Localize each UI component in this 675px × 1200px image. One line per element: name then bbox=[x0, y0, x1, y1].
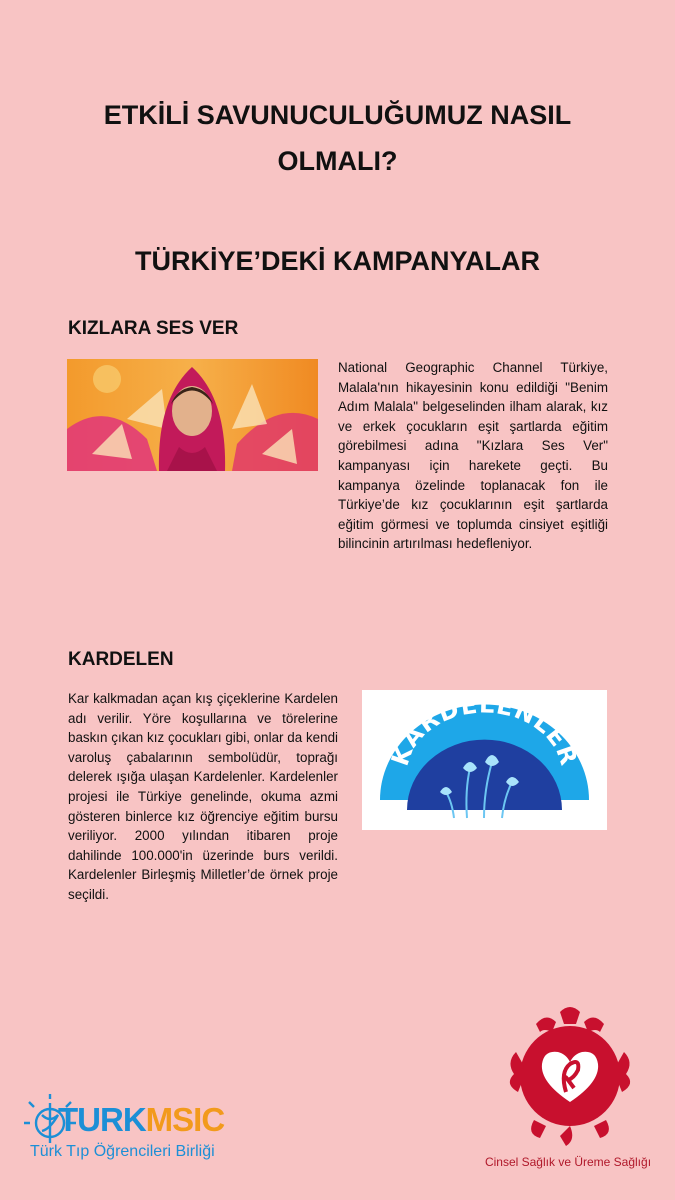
kardelenler-logo-label: KARDELENLER bbox=[385, 690, 584, 770]
scora-logo-icon bbox=[496, 1002, 644, 1150]
section-heading-kardelen: KARDELEN bbox=[68, 649, 174, 670]
page-title bbox=[0, 92, 675, 184]
page-title-line2: OLMALI? bbox=[277, 146, 398, 176]
turkmsic-logo bbox=[22, 1093, 262, 1173]
scora-caption: Cinsel Sağlık ve Üreme Sağlığı bbox=[484, 1155, 652, 1169]
section-text-kizlara-ses-ver: National Geographic Channel Türkiye, Malala'nın hikayesinin konu edildiği "Benim Adım Malala" belgeselinden ilham alarak, kız ve erkek çocukların eşit şartlarda eğitim görebilmesi adına "Kızlara Ses Ver" kampanyası için harekete geçti. Bu kampanya özelinde toplanacak fon ile Türkiye’de kız çocuklarının eşit şartlarda eğitim görmesi ve toplumda cinsiyet eşitliği bilincinin artırılması hedefleniyor. bbox=[338, 360, 608, 552]
section-heading-kizlara-ses-ver: KIZLARA SES VER bbox=[68, 318, 239, 339]
turkmsic-wordmark-msic: MSIC bbox=[145, 1101, 225, 1138]
kardelenler-logo-text bbox=[362, 690, 607, 830]
section-text-kardelen: Kar kalkmadan açan kış çiçeklerine Kardelen adı verilir. Yöre koşullarına ve törelerine baskın çıkan kız çocukları gibi, onlar da kendi varoluş çabalarının sembolüdür, toprağı delerek ışığa ulaşan Kardelenler. Kardelenler projesi ile Türkiye genelinde, okuma azmi gösteren binlerce kız öğrenciye eğitim bursu veriliyor. 2000 yılından itibaren proje dahilinde 100.000'in üzerinde burs verildi. Kardelenler Birleşmiş Milletler’de örnek proje seçildi. bbox=[68, 691, 338, 902]
page-subtitle: TÜRKİYE’DEKİ KAMPANYALAR bbox=[134, 246, 541, 276]
turkmsic-wordmark-turk: TURK bbox=[58, 1101, 146, 1138]
turkmsic-subtitle: Türk Tıp Öğrencileri Birliği bbox=[30, 1143, 215, 1160]
page-title-line1: ETKİLİ SAVUNUCULUĞUMUZ NASIL bbox=[103, 100, 572, 130]
malala-image bbox=[67, 359, 318, 471]
kardelenler-logo bbox=[362, 690, 607, 830]
turkmsic-wordmark bbox=[58, 1103, 224, 1137]
svg-text:KARDELENLER bbox=[386, 690, 583, 769]
